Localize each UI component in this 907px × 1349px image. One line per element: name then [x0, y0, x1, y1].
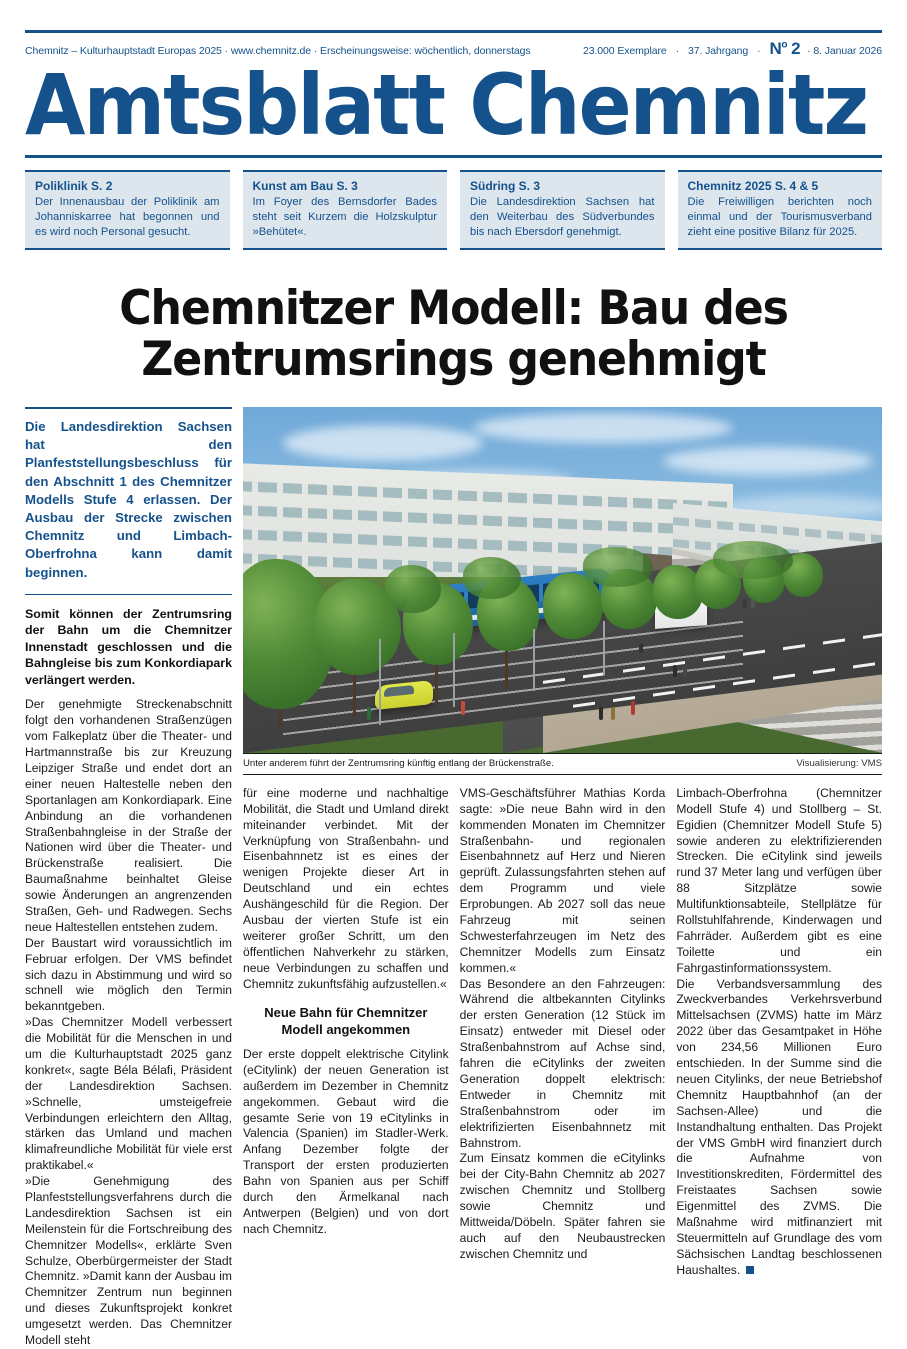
- article-grid: [25, 407, 882, 1349]
- issue-info: [583, 39, 882, 59]
- issue-value: 2: [791, 39, 801, 58]
- separator-dot-1: ·: [675, 45, 680, 57]
- masthead-bottom-rule: [25, 155, 882, 158]
- pedestrian: [683, 665, 687, 677]
- pedestrian: [611, 707, 615, 720]
- lower-columns: [243, 786, 882, 1279]
- issue-prefix: N: [769, 39, 782, 58]
- teaser-kunst-am-bau[interactable]: [243, 170, 448, 250]
- teaser-poliklinik[interactable]: [25, 170, 230, 250]
- tree: [543, 573, 603, 639]
- teaser-title: Chemnitz 2025 S. 4 & 5: [687, 179, 819, 193]
- article-paragraph: Limbach-Oberfrohna (Chemnitzer Modell Stufe 4) und Stollberg – St. Egidien (Chemnitzer Modell Stufe 5) sowie anderen zu elektrifizierenden Strecken. Die eCitylink sind jeweils rund 37 Meter lang und verfügen über 88 Sitzplätze sowie Multifunktionsabteile, Stellplätze für Rollstuhlfahrende, Kinderwagen und Fahrräder. Außerdem gibt es eine Toilette und ein Fahrgastinformationssystem.: [676, 785, 883, 975]
- teaser-text: Die Landesdirektion Sachsen hat den Weiterbau des Südverbundes bis nach Ebersdorf genehmigt.: [470, 196, 655, 238]
- article-paragraph: für eine moderne und nachhaltige Mobilität, die Stadt und Umland direkt miteinander verbindet. Mit der Verknüpfung von Straßenbahn- und Eisenbahnnetz ist es eines der wenigen Projekte dieser Art in Deutschland und ein echtes Aushängeschild für die Region. Der Ausbau der vierten Stufe ist ein weiterer großer Schritt, um den öffentlichen Nahverkehr zu stärken, neue Verbindungen zu schaffen und Chemnitz zukunftsfähig aufzustellen.«: [243, 785, 449, 991]
- pedestrian: [599, 707, 603, 720]
- pedestrian: [743, 599, 747, 608]
- teaser-suedring[interactable]: [460, 170, 665, 250]
- article-photo: [243, 407, 882, 753]
- article-paragraph: »Das Chemnitzer Modell verbessert die Mobilität für die Menschen in und um die Kulturhauptstadt 2025 ganz konkret«, sagte Béla Bélafi, Präsident der Landesdirektion Sachsen. »Schnelle, umsteigefreie Verbindungen erleichtern den Alltag, stärken das Umland und machen klimafreundliche Mobilität für viele erst praktikabel.«: [25, 1015, 232, 1173]
- article-crosshead: Neue Bahn für Chemnitzer Modell angekommen: [264, 1005, 428, 1037]
- photo-caption-bar: [243, 753, 882, 775]
- article-column-4: [676, 786, 882, 1279]
- article-paragraph: Das Besondere an den Fahrzeugen: Während die altbekannten Citylinks der ersten Generation (12 Stück im Einsatz) entweder mit Diesel oder Straßenbahnstrom auf Achse sind, fahren die eCitylinks der zweiten Generation doppelt elektrisch: Entweder in Chemnitz mit Straßenbahnstrom oder im elektrifizierten Eisenbahnnetz mit Bahnstrom.: [459, 976, 666, 1150]
- masthead-title: Amtsblatt Chemnitz: [25, 61, 868, 147]
- teaser-text: Der Innenausbau der Poliklinik am Johanniskarree hat begonnen und es wird noch Personal gesucht.: [35, 196, 220, 238]
- photo-block: [243, 407, 882, 775]
- issue-date: · 8. Januar 2026: [807, 45, 882, 57]
- pedestrian: [631, 701, 635, 715]
- masthead-wrapper: [25, 61, 882, 147]
- pedestrian: [673, 665, 677, 677]
- tree: [713, 541, 793, 579]
- publication-info: Chemnitz – Kulturhauptstadt Europas 2025 · www.chemnitz.de · Erscheinungsweise: wöchentlich, donnerstags: [25, 45, 531, 57]
- pedestrian: [639, 643, 643, 653]
- article-paragraph: VMS-Geschäftsführer Mathias Korda sagte: »Die neue Bahn wird in den kommenden Monaten im Chemnitzer Straßenbahn- und regionalen Eisenbahnnetz auf Herz und Nieren geprüft. Zulassungsfahrten stehen auf dem Programm und viele Erprobungen. Ab 2027 soll das neue Fahrzeug mit seinen Schwesterfahrzeugen im Netz des Chemnitzer Modells zum Einsatz kommen.«: [459, 785, 666, 975]
- article-paragraph: Der erste doppelt elektrische Citylink (eCitylink) der neuen Generation ist außerdem im Dezember in Chemnitz angekommen. Gebaut wird die gesamte Serie von 19 eCitylinks in Valencia (Spanien) im Stadler-Werk. Anfang Dezember folgte der Transport der ersten produzierten Bahn von Spanien aus per Schiff durch den Ärmelkanal nach Antwerpen (Belgien) und von dort nach Chemnitz.: [243, 1046, 449, 1236]
- cloud: [473, 413, 733, 443]
- article-lead: Die Landesdirektion Sachsen hat den Planfeststellungsbeschluss für den Abschnitt 1 des Chemnitzer Modells Stufe 4 erlassen. Der Ausbau der Strecke zwischen Chemnitz und Limbach-Oberfrohna kann damit beginnen.: [25, 407, 232, 595]
- car-windshield: [384, 685, 414, 697]
- teaser-row: [25, 170, 882, 250]
- teaser-title: Südring S. 3: [470, 179, 541, 193]
- teaser-title: Kunst am Bau S. 3: [252, 179, 358, 193]
- issue-number: [770, 39, 801, 59]
- pedestrian: [461, 701, 465, 715]
- article-subhead: Somit können der Zentrumsring der Bahn um die Chemnitzer Innenstadt geschlossen und die Bahngleise bis zum Konkordiapark verlängert werden.: [25, 606, 232, 687]
- volume: 37. Jahrgang: [688, 45, 749, 57]
- article-column-1: [25, 407, 232, 1349]
- masthead-info-line: [25, 33, 882, 61]
- main-headline: Chemnitzer Modell: Bau des Zentrumsrings genehmigt: [119, 281, 788, 387]
- tree: [463, 557, 521, 599]
- article-paragraph: Der genehmigte Streckenabschnitt folgt den vorhandenen Straßenzügen vom Falkeplatz über die Theater- und Hartmannstraße bis zur Kreuzung Leipziger Straße und endet dort an einer neuen Haltestelle neben den Sportanlagen am Konkordiapark. Eine Anbindung an die vorhandenen Straßenbahngleise in der Straße der Nationen wird über die Theater- und Brückenstraße realisiert. Die Baumaßnahme beinhaltet Gleise sowie Änderungen an angrenzenden Straßen, Geh- und Radwegen. Sechs neue Haltestellen entstehen zudem.: [25, 697, 232, 934]
- article-paragraph: Der Baustart wird voraussichtlich im Februar erfolgen. Der VMS befindet sich dazu in Abstimmung und wird so schnell wie möglich den Termin bekanntgeben.: [25, 935, 232, 1014]
- photo-credit: Visualisierung: VMS: [796, 757, 882, 769]
- issue-ordinal: o: [781, 39, 787, 51]
- article-paragraph: »Die Genehmigung des Planfeststellungsverfahrens durch die Landesdirektion Sachsen ist ein Meilenstein für die Fortschreibung des Chemnitzer Modells«, erklärte Sven Schulze, Oberbürgermeister der Stadt Chemnitz. »Damit kann der Ausbau im Chemnitzer Zentrum nun beginnen und dieses Zukunftsprojekt konkret umgesetzt werden. Das Chemnitzer Modell steht: [25, 1174, 232, 1347]
- end-of-article-marker: [746, 1266, 754, 1274]
- article-column-3: [460, 786, 666, 1279]
- tree: [583, 547, 653, 587]
- newspaper-front-page: [0, 30, 907, 1347]
- photo-caption: Unter anderem führt der Zentrumsring künftig entlang der Brückenstraße.: [243, 757, 554, 769]
- cloud: [663, 447, 873, 475]
- teaser-chemnitz-2025[interactable]: [678, 170, 883, 250]
- separator-dot-2: ·: [757, 45, 761, 57]
- tree: [385, 565, 441, 613]
- pedestrian: [751, 599, 755, 608]
- cloud: [283, 425, 483, 461]
- teaser-text: Die Freiwilligen berichten noch einmal und der Tourismusverband zieht eine positive Bilanz für 2025.: [687, 196, 872, 238]
- teaser-title: Poliklinik S. 2: [35, 179, 113, 193]
- pedestrian: [367, 707, 371, 720]
- article-paragraph-final: [676, 977, 882, 1279]
- teaser-text: Im Foyer des Bernsdorfer Bades steht seit Kurzem die Holzskulptur »Behütet«.: [252, 196, 437, 238]
- circulation: 23.000 Exemplare: [582, 45, 667, 57]
- article-right-region: [243, 407, 882, 1349]
- article-column-2: [243, 786, 449, 1279]
- article-paragraph-text: Die Verbandsversammlung des Zweckverbandes Verkehrsverbund Mittelsachsen (ZVMS) hatte im März 2022 über das Gesamtpaket in Höhe von 234,56 Millionen Euro entschieden. In der Summe sind die neuen Citylinks, der neue Betriebshof Chemnitz Hauptbahnhof (an der Sachsen-Allee) und die Instandhaltung enthalten. Das Projekt der VMS GmbH wird finanziert durch die Aufnahme von Investitionskrediten, Fördermittel des Freistaates Sachsen sowie Eigenmittel des ZVMS. Die Maßnahme wird mitfinanziert mit Steuermitteln auf Grundlage des vom Sächsischen Landtag beschlossenen Haushaltes.: [676, 976, 883, 1277]
- article-paragraph: Zum Einsatz kommen die eCitylinks bei der City-Bahn Chemnitz ab 2027 zwischen Chemnitz und Stollberg sowie Chemnitz und Mittweida/Döbeln. Später fahren sie auch auf den Neubaustrecken zwischen Chemnitz und: [459, 1151, 666, 1261]
